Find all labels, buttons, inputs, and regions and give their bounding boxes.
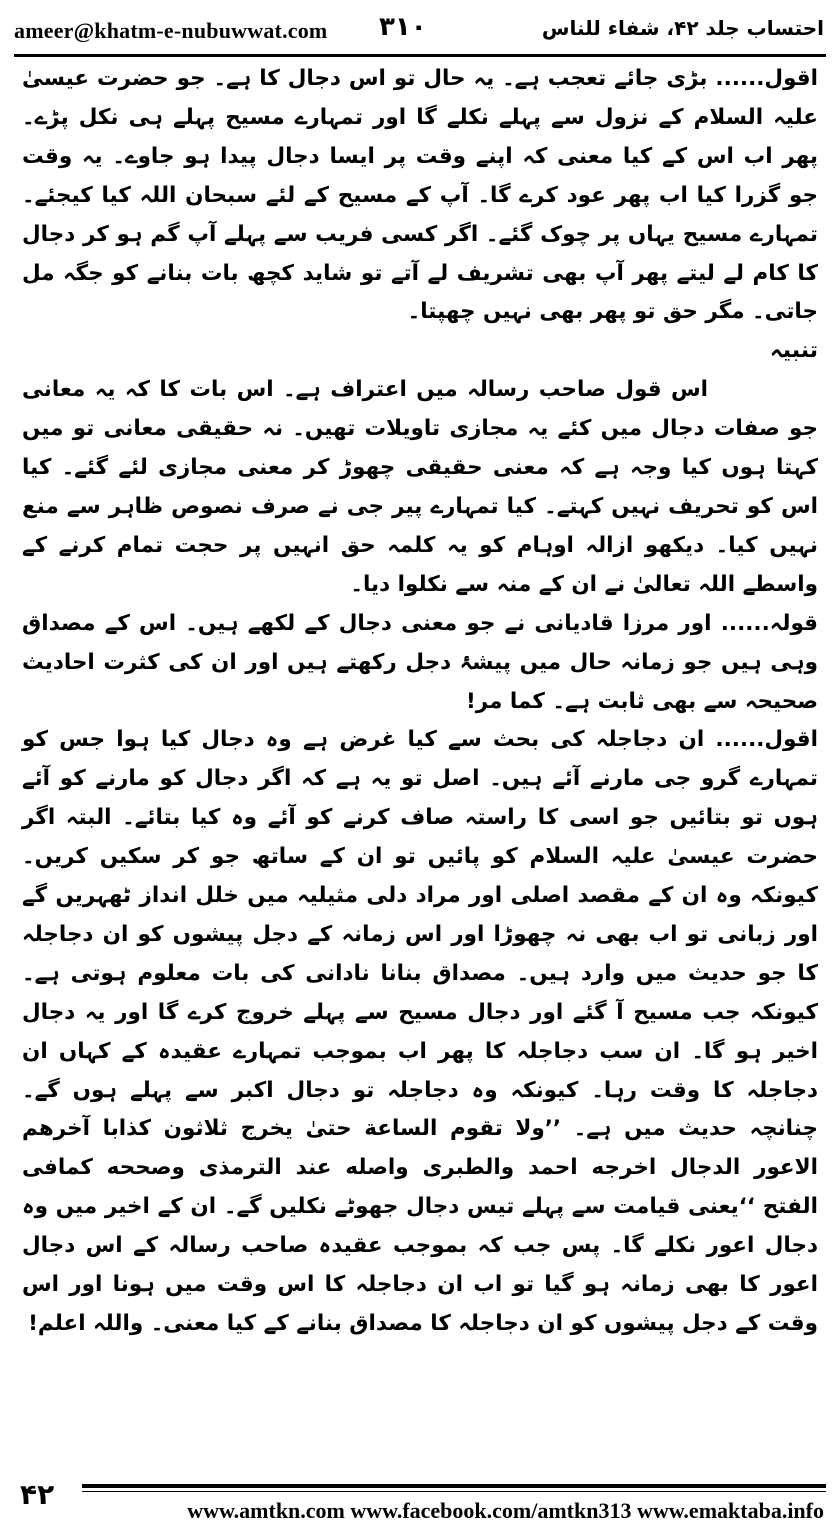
page-header [14,12,826,52]
footer-rule-thin [82,1491,826,1492]
footer-page-number: ۴۲ [20,1478,55,1511]
paragraph-qoulahu [22,605,818,722]
footer-website-links: www.amtkn.com www.facebook.com/amtkn313 www.emaktaba.info [187,1498,824,1523]
paragraph-text: ان دجاجلہ کی بحث سے کیا غرض ہے وہ دجال کیا ہوا جس کو تمہارے گرو جی مارنے آئے ہیں۔ اصل تو یہ ہے کہ اگر دجال کو مارنے کو آئے ہوں تو بتائیں جو اسی کا راستہ صاف کرنے کو آئے وہ کیا بتائے۔ البتہ اگر حضرت عیسیٰ علیہ السلام کو پائیں تو ان کے ساتھ جو کر سکیں کریں۔ کیونکہ وہ ان کے مقصد اصلی اور مراد دلی مثیلیہ میں خلل انداز ٹھہریں گے اور زبانی تو اب بھی نہ چھوڑا اور اس زمانہ کے دجل پیشوں کو ان دجاجلہ کا جو حدیث میں وارد ہیں۔ مصداق بنانا نادانی کی بات معلوم ہوتی ہے۔ کیونکہ جب مسیح آ گئے اور دجال مسیح سے پہلے خروج کرے گا اور یہ دجال اخیر ہو گا۔ ان سب دجاجلہ کا پھر اب بموجب تمہارے عقیدہ کے کہاں ان دجاجلہ کا وقت رہا۔ کیونکہ وہ دجاجلہ تو دجال اکبر سے پہلے ہوں گے۔ چنانچہ حدیث میں ہے۔ ’’ولا تقوم الساعة حتیٰ یخرج ثلاثون کذابا آخرهم الاعور الدجال اخرجه احمد والطبری واصله عند الترمذی وصححه کمافی الفتح ‘‘یعنی قیامت سے پہلے تیس دجال جھوٹے نکلیں گے۔ ان کے اخیر میں وہ دجال اعور نکلے گا۔ پس جب کہ بموجب عقیدہ صاحب رسالہ کے اس دجال اعور کا بھی زمانہ ہو گیا تو اب ان دجاجلہ کا اس وقت میں ہونا اور اس وقت کے دجل پیشوں کو ان دجاجلہ کا مصداق بنانے کے کیا معنی۔ واللہ اعلم! [22,727,818,1336]
footer-rule-thick [82,1484,826,1488]
paragraph-tanbeeh: اس قول صاحب رسالہ میں اعتراف ہے۔ اس بات کا کہ یہ معانی جو صفات دجال میں کئے یہ مجازی تاویلات تھیں۔ نہ حقیقی معانی تو میں کہتا ہوں کیا وجہ ہے کہ معنی حقیقی چھوڑ کر معنی مجازی لئے گئے۔ کیا اس کو تحریف نہیں کہتے۔ کیا تمہارے پیر جی نے صرف نصوص ظاہر سے منع نہیں کیا۔ دیکھو ازالہ اوہام کو یہ کلمہ حق انہیں پر حجت تمام کرنے کے واسطے اللہ تعالیٰ نے ان کے منہ سے نکلوا دیا۔ [22,377,818,597]
paragraph-text: اور مرزا قادیانی نے جو معنی دجال کے لکھے ہیں۔ اس کے مصداق وہی ہیں جو زمانہ حال میں پیشۂ دجل رکھتے ہیں اور ان کی کثرت احادیث صحیحہ سے بھی ثابت ہے۔ کما مر! [22,610,818,714]
paragraph-text: بڑی جائے تعجب ہے۔ یہ حال تو اس دجال کا ہے۔ جو حضرت عیسیٰ علیہ السلام کے نزول سے پہلے نکلے گا اور تمہارے مسیح پہلے ہی نکل پڑے۔ پھر اب اس کے کیا معنی کہ اپنے وقت پر ایسا دجال پیدا ہو جاوے۔ یہ وقت جو گزرا کیا اب پھر عود کرے گا۔ آپ کے مسیح کے لئے سبحان اللہ کیا کیجئے۔ تمہارے مسیح یہاں پر چوک گئے۔ اگر کسی فریب سے پہلے آپ گم ہو کر دجال کا کام لے لیتے پھر آپ بھی تشریف لے آتے تو شاید کچھ بات بنانے کو جگہ مل جاتی۔ مگر حق تو پھر بھی نہیں چھپتا۔ [22,66,818,325]
section-heading-tanbeeh: تنبیہ [769,338,818,364]
header-email: ameer@khatm-e-nubuwwat.com [14,18,328,43]
header-rule [14,54,826,57]
header-book-title: احتساب جلد ۴۲، شفاء للناس [541,16,824,40]
paragraph-aqool-1 [22,60,818,332]
page-body [22,60,818,1460]
paragraph-aqool-2 [22,721,818,1344]
paragraph-lead: قولہ...... [720,610,818,636]
page-footer [14,1478,826,1528]
header-page-number: ۳۱۰ [379,12,427,42]
paragraph-lead: اقول...... [715,727,818,753]
paragraph-lead: اقول...... [715,66,818,91]
